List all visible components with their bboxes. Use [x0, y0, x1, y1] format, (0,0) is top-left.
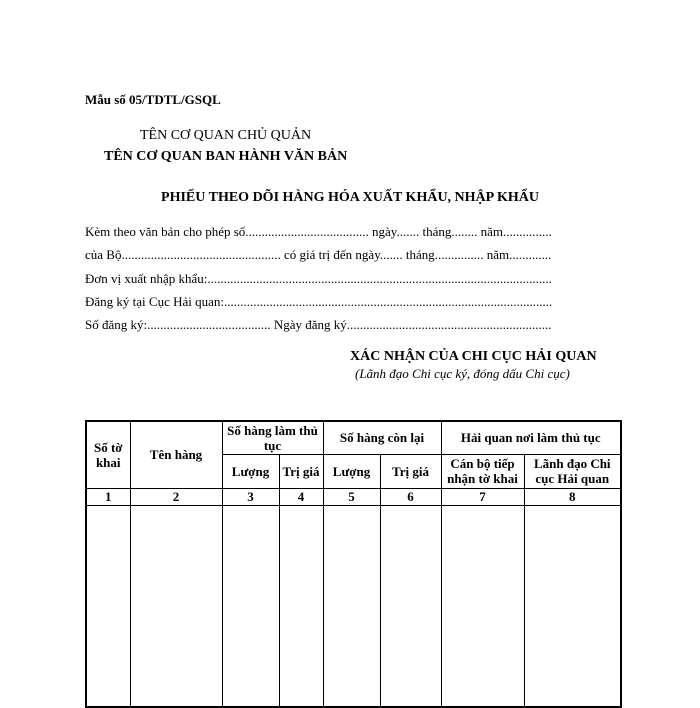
issuing-agency-name: TÊN CƠ QUAN BAN HÀNH VĂN BẢN [104, 149, 348, 164]
customs-department-line: Đăng ký tại Cục Hải quan:..................................................................................................... [85, 294, 553, 309]
entry-cell[interactable] [380, 505, 441, 707]
entry-cell[interactable] [86, 505, 130, 707]
document-title: PHIẾU THEO DÕI HÀNG HÓA XUẤT KHẨU, NHẬP KHẨU [161, 190, 539, 205]
column-number: 5 [323, 488, 380, 505]
header-goods-name: Tên hàng [130, 421, 222, 488]
confirmation-subtitle: (Lãnh đạo Chi cục ký, đóng dấu Chi cục) [355, 366, 570, 381]
column-number: 8 [524, 488, 621, 505]
import-export-unit-line: Đơn vị xuất nhập khẩu:.......................................................................................................... [85, 271, 552, 286]
parent-agency-name: TÊN CƠ QUAN CHỦ QUẢN [140, 128, 312, 143]
registration-number-line: Số đăng ký:...................................... Ngày đăng ký............................................................... [85, 317, 552, 332]
column-number: 7 [441, 488, 524, 505]
confirmation-title: XÁC NHẬN CỦA CHI CỤC HẢI QUAN [350, 349, 597, 364]
tracking-table [85, 420, 622, 708]
column-number: 3 [222, 488, 279, 505]
header-quantity-processed: Lượng [222, 454, 279, 488]
header-value-processed: Trị giá [279, 454, 323, 488]
entry-cell[interactable] [323, 505, 380, 707]
column-number: 6 [380, 488, 441, 505]
entry-cell[interactable] [279, 505, 323, 707]
header-goods-processed: Số hàng làm thủ tục [222, 421, 323, 454]
column-number: 1 [86, 488, 130, 505]
permit-document-line: Kèm theo văn bản cho phép số...................................... ngày....... tháng........ năm............... [85, 224, 552, 239]
ministry-validity-line: của Bộ................................................. có giá trị đến ngày....... tháng............... năm............. [85, 247, 552, 262]
column-number: 4 [279, 488, 323, 505]
header-goods-remaining: Số hàng còn lại [323, 421, 441, 454]
header-customs-leader: Lãnh đạo Chi cục Hải quan [524, 454, 621, 488]
header-value-remaining: Trị giá [380, 454, 441, 488]
header-receiving-officer: Cán bộ tiếp nhận tờ khai [441, 454, 524, 488]
header-customs-office: Hải quan nơi làm thủ tục [441, 421, 621, 454]
entry-cell[interactable] [441, 505, 524, 707]
entry-cell[interactable] [222, 505, 279, 707]
form-code: Mẫu số 05/TDTL/GSQL [85, 92, 221, 107]
entry-cell[interactable] [524, 505, 621, 707]
header-declaration-number: Số tờ khai [86, 421, 130, 488]
entry-cell[interactable] [130, 505, 222, 707]
header-quantity-remaining: Lượng [323, 454, 380, 488]
column-number: 2 [130, 488, 222, 505]
